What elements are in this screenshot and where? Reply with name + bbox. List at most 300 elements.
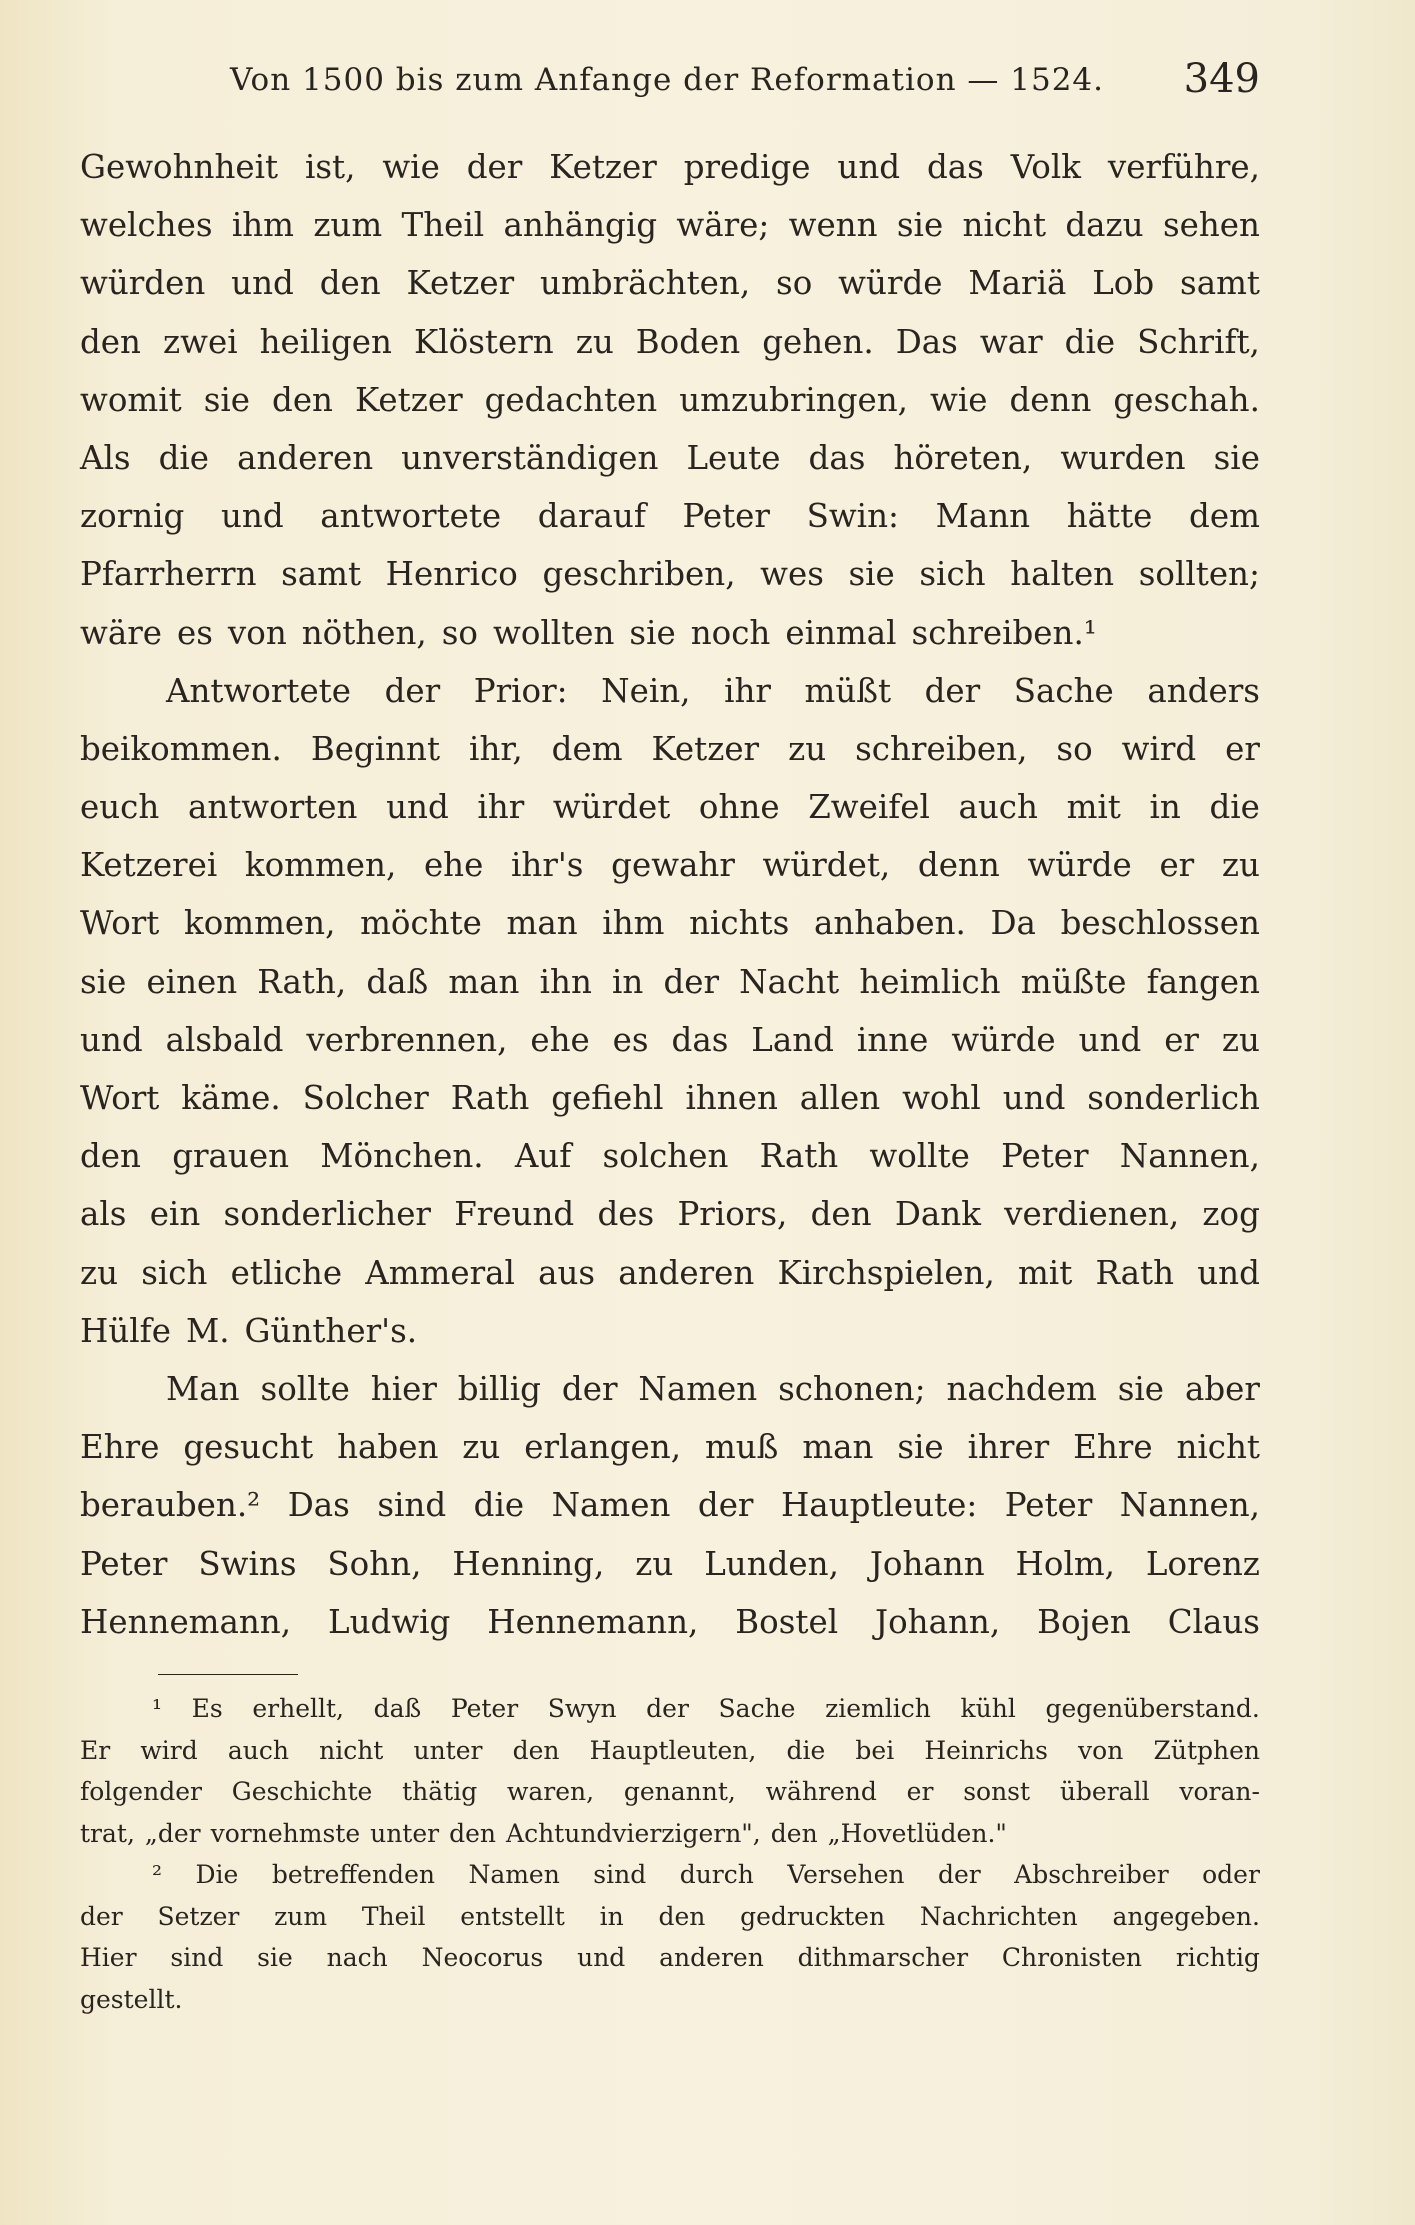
word: wie (930, 380, 988, 419)
word: würde (951, 1020, 1056, 1059)
word: Lorenz (1145, 1544, 1260, 1583)
word: Theil (361, 1901, 426, 1931)
word: Rath (759, 1137, 839, 1176)
text-line (80, 1302, 1260, 1360)
word: sie (257, 1943, 293, 1972)
word: würden (80, 264, 206, 303)
word: ihn (539, 962, 592, 1001)
text-line (80, 604, 1260, 662)
word: gedruckten (740, 1901, 886, 1931)
word: nicht (319, 1735, 384, 1765)
word: Setzer (157, 1901, 240, 1931)
word: Henning, (452, 1544, 605, 1583)
word: umbrächten, (540, 264, 751, 303)
word: samt (1180, 264, 1260, 303)
word: sollten; (1138, 555, 1260, 594)
word: gehen. (762, 322, 874, 361)
word: Es (191, 1694, 223, 1723)
word: Nannen, (1119, 1486, 1260, 1525)
word: gesucht (183, 1428, 314, 1467)
word: Claus (1167, 1602, 1260, 1641)
word: der (937, 1860, 981, 1889)
word: Peter (80, 1544, 168, 1583)
word: wohl (902, 1079, 981, 1117)
word: Kirchspielen, (777, 1253, 995, 1292)
word: er (1225, 729, 1260, 768)
word: in (612, 962, 644, 1001)
word: sich (141, 1253, 208, 1292)
word: Rath, (257, 962, 347, 1001)
text-line (80, 487, 1260, 545)
word: erlangen, (524, 1428, 682, 1467)
word: Da (990, 904, 1036, 943)
word: grauen (172, 1137, 290, 1176)
text-line (80, 1127, 1260, 1185)
word: die (158, 438, 210, 477)
word: ehe (423, 846, 484, 885)
word: kühl (960, 1694, 1016, 1723)
word: sie (203, 380, 250, 419)
word: kommen, (244, 846, 397, 885)
footnote-line (80, 1730, 1260, 1772)
word: Ketzer (549, 148, 657, 186)
text-line (80, 313, 1260, 371)
word: war (979, 322, 1043, 361)
word: ein (149, 1195, 201, 1234)
word: gewahr (611, 846, 735, 885)
word: zu (635, 1544, 674, 1583)
word: mit (1066, 788, 1121, 827)
word: Peter (1001, 1137, 1089, 1176)
word: Die (195, 1860, 239, 1889)
word: höreten, (893, 438, 1033, 477)
word: nicht (962, 206, 1047, 245)
footnote-rule (158, 1674, 298, 1675)
word: so (776, 264, 813, 303)
word: müßte (1020, 962, 1127, 1001)
word: sind (593, 1860, 647, 1889)
word: Sohn, (327, 1544, 422, 1583)
word: während (765, 1777, 877, 1806)
word: Versehen (787, 1860, 905, 1889)
word: und (1197, 1253, 1260, 1292)
word: die (1209, 788, 1260, 827)
word: Freund (454, 1195, 575, 1234)
word: Ketzer (406, 264, 515, 303)
word: ehe (530, 1020, 590, 1059)
word: Mann (935, 497, 1031, 536)
word: heimlich (859, 962, 1001, 1001)
word: das (671, 1020, 729, 1059)
word: Er (80, 1735, 111, 1765)
word: den (80, 1137, 141, 1176)
word: gedachten (484, 380, 658, 419)
word: womit (80, 380, 182, 419)
word: der (561, 1369, 618, 1408)
word: Swyn (547, 1694, 617, 1723)
text-line (80, 1011, 1260, 1069)
word: zu (575, 322, 614, 361)
text-line (80, 1185, 1260, 1243)
word: trat, (80, 1818, 135, 1848)
word: Land (751, 1020, 834, 1059)
word: sollte (260, 1369, 350, 1408)
word: zu (462, 1428, 501, 1467)
word: die (1064, 322, 1116, 361)
text-line (80, 953, 1260, 1011)
word: den (80, 322, 141, 361)
word: zu (788, 729, 827, 768)
word: Ehre (1073, 1428, 1153, 1467)
word: überall (1059, 1777, 1150, 1806)
word: zog (1202, 1195, 1260, 1234)
word: Nein, (601, 671, 691, 710)
text-line (80, 1593, 1260, 1651)
word: sie (897, 1428, 944, 1467)
text-line (80, 1535, 1260, 1593)
word: schreiben.¹ (911, 613, 1097, 652)
word: sich (919, 555, 986, 594)
word: Rath (1095, 1253, 1175, 1292)
word: auch (958, 788, 1038, 827)
word: einmal (785, 613, 897, 652)
word: genannt, (623, 1777, 736, 1806)
text-line (80, 778, 1260, 836)
word: folgender (80, 1777, 202, 1806)
word: unter (370, 1818, 440, 1848)
word: würde (1027, 846, 1132, 885)
word: euch (80, 788, 160, 827)
word: dem (1189, 497, 1260, 536)
word: er (1159, 846, 1195, 885)
word: gestellt. (80, 1984, 183, 2014)
word: Heinrichs (924, 1735, 1048, 1765)
word: Das (287, 1486, 350, 1525)
word: sonst (963, 1777, 1031, 1806)
word: käme. (181, 1079, 281, 1117)
word: anders (1147, 671, 1260, 710)
word: in (599, 1901, 624, 1931)
word: daß (373, 1694, 422, 1723)
word: vornehmste (210, 1818, 361, 1848)
word: verführe, (1107, 148, 1260, 186)
word: Volk (1010, 148, 1081, 186)
word: Dank (894, 1195, 981, 1234)
word: voran- (1179, 1777, 1260, 1806)
word: schonen; (778, 1369, 926, 1408)
text-line (80, 196, 1260, 254)
text-line (80, 1476, 1260, 1534)
word: der (80, 1901, 123, 1931)
word: wie (382, 148, 440, 186)
footnotes (80, 1688, 1260, 2020)
text-line (80, 1244, 1260, 1302)
word: Bojen (1037, 1602, 1131, 1641)
word: Swins (198, 1544, 297, 1583)
word: betreffenden (271, 1860, 435, 1889)
word: Schrift, (1137, 322, 1260, 361)
word: zwei (163, 322, 238, 361)
word: ² (152, 1860, 163, 1889)
word: sie (1117, 1369, 1165, 1408)
word: sie (629, 613, 676, 652)
word: das (808, 438, 866, 477)
word: möchte (360, 904, 482, 943)
word: sie (848, 555, 895, 594)
word: wird (1121, 729, 1197, 768)
word: nichts (689, 904, 790, 943)
word: Ludwig (328, 1602, 451, 1641)
word: den (770, 1818, 818, 1848)
word: etliche (230, 1253, 343, 1292)
word: Geschichte (231, 1777, 373, 1806)
word: die (473, 1486, 525, 1525)
word: Nachrichten (919, 1901, 1078, 1931)
word: berauben.² (80, 1486, 261, 1525)
word: predige (683, 148, 811, 186)
word: Priors, (677, 1195, 788, 1234)
word: es (612, 1020, 649, 1059)
word: anderen (618, 1253, 755, 1292)
footnote-line (80, 1896, 1260, 1938)
word: nach (326, 1943, 388, 1972)
word: daß (366, 962, 429, 1001)
word: von (1078, 1735, 1124, 1765)
word: solchen (602, 1137, 729, 1176)
word: Namen (468, 1860, 560, 1889)
word: dazu (1065, 206, 1144, 245)
word: nachdem (946, 1369, 1097, 1408)
word: anderen (659, 1943, 764, 1972)
footnote-line (80, 1979, 1260, 2021)
word: und (837, 148, 901, 186)
word: allen (799, 1079, 881, 1117)
word: unverständigen (401, 438, 659, 477)
word: Hier (80, 1943, 137, 1972)
text-line (80, 836, 1260, 894)
word: wes (760, 555, 824, 594)
word: zu (80, 1253, 119, 1292)
word: sie (896, 206, 944, 245)
word: Hennemann, (80, 1602, 292, 1641)
word: der (646, 1694, 689, 1723)
word: Rath (450, 1079, 530, 1117)
word: richtig (1175, 1943, 1260, 1972)
word: Abschreiber (1014, 1860, 1169, 1889)
word: und (1002, 1079, 1066, 1117)
text-line (80, 720, 1260, 778)
body-text (80, 138, 1260, 1651)
word: geschah. (1113, 380, 1260, 419)
word: den (272, 380, 333, 419)
word: Ammeral (365, 1253, 515, 1292)
word: durch (679, 1860, 754, 1889)
word: wäre; (676, 206, 770, 245)
word: antworten (187, 788, 358, 827)
word: sie (1213, 438, 1260, 477)
word: Wort (80, 1079, 160, 1117)
word: beschlossen (1060, 904, 1260, 943)
word: Hauptleuten, (589, 1735, 757, 1765)
word: würde (838, 264, 943, 303)
word: entstellt (460, 1901, 565, 1931)
word: Das (895, 322, 958, 361)
word: erhellt, (252, 1694, 345, 1723)
word: beikommen. (80, 729, 282, 768)
text-line (80, 138, 1260, 196)
text-line (80, 662, 1260, 720)
word: zu (1221, 1020, 1260, 1059)
word: so (441, 613, 478, 652)
word: ihm (231, 206, 294, 245)
word: Solcher (302, 1079, 429, 1117)
footnote-line (80, 1771, 1260, 1813)
word: aus (538, 1253, 596, 1292)
word: geschriben, (542, 555, 736, 594)
word: Auf (514, 1137, 572, 1176)
word: Neocorus (421, 1943, 544, 1972)
word: ziemlich (825, 1694, 931, 1723)
word: es (176, 613, 213, 652)
word: und (386, 788, 449, 827)
word: der (663, 962, 720, 1001)
word: heiligen (259, 322, 392, 361)
word: des (597, 1195, 655, 1234)
word: ihr (724, 671, 771, 710)
word: hätte (1066, 497, 1153, 536)
word: ¹ (152, 1694, 163, 1723)
text-line (80, 429, 1260, 487)
page-number: 349 (1183, 56, 1260, 102)
word: Hülfe (80, 1311, 171, 1350)
word: der (384, 671, 441, 710)
word: und (231, 264, 294, 303)
page-header (80, 56, 1260, 116)
word: Peter (1004, 1486, 1093, 1525)
word: muß (704, 1428, 779, 1467)
word: gefiehl (551, 1079, 664, 1117)
footnote-line (80, 1688, 1260, 1730)
word: den (512, 1735, 560, 1765)
word: Nannen, (1119, 1137, 1260, 1176)
word: und (80, 1020, 143, 1059)
word: ihnen (685, 1079, 778, 1117)
word: er (1164, 1020, 1199, 1059)
text-line (80, 1418, 1260, 1476)
word: der (466, 148, 523, 186)
word: anderen (237, 438, 374, 477)
word: wurden (1060, 438, 1186, 477)
word: oder (1202, 1860, 1260, 1889)
word: M. (185, 1311, 230, 1350)
word: ihrer (967, 1428, 1050, 1467)
word: zum (313, 206, 383, 245)
word: inne (856, 1020, 929, 1059)
word: Leute (686, 438, 781, 477)
word: aber (1184, 1369, 1260, 1408)
word: würdet (552, 788, 671, 827)
text-line (80, 1360, 1260, 1418)
word: einen (146, 962, 238, 1001)
word: wollten (493, 613, 615, 652)
word: von (227, 613, 287, 652)
word: Pfarrherrn (80, 555, 257, 594)
word: man (448, 962, 520, 1001)
word: dem (551, 729, 623, 768)
word: alsbald (165, 1020, 284, 1059)
word: und (220, 497, 284, 536)
word: Peter (682, 497, 770, 536)
word: Nacht (739, 962, 840, 1001)
word: Namen (638, 1369, 758, 1408)
word: und (577, 1943, 626, 1972)
word: Antwortete (166, 671, 351, 710)
word: sie (80, 962, 127, 1001)
word: den (658, 1901, 706, 1931)
word: Ketzerei (80, 846, 218, 885)
word: als (80, 1195, 127, 1234)
word: nicht (1176, 1428, 1260, 1467)
word: Beginnt (310, 729, 441, 768)
text-line (80, 894, 1260, 952)
word: den (319, 264, 381, 303)
word: haben (337, 1428, 439, 1467)
word: Günther's. (244, 1311, 418, 1350)
word: welches (80, 206, 213, 245)
word: Ehre (80, 1428, 160, 1467)
word: wenn (788, 206, 878, 245)
word: das (927, 148, 984, 186)
word: man (802, 1428, 874, 1467)
word: dithmarscher (797, 1943, 969, 1972)
word: ihr's (511, 846, 584, 885)
word: fangen (1146, 962, 1260, 1001)
text-line (80, 1069, 1260, 1127)
word: Prior: (473, 671, 568, 710)
word: nöthen, (301, 613, 427, 652)
word: die (786, 1735, 826, 1765)
word: Peter (450, 1694, 519, 1723)
word: „der (144, 1818, 201, 1848)
word: verdienen, (1004, 1195, 1180, 1234)
text-line (80, 254, 1260, 312)
word: Lob (1092, 264, 1155, 303)
word: ihm (602, 904, 665, 943)
word: man (506, 904, 578, 943)
word: gegenüberstand. (1045, 1694, 1260, 1723)
word: zum (274, 1901, 328, 1931)
word: Hauptleute: (780, 1486, 978, 1525)
text-line (80, 371, 1260, 429)
word: Theil (401, 206, 485, 245)
word: antwortete (320, 497, 502, 536)
word: Gewohnheit (80, 148, 279, 186)
word: den (810, 1195, 872, 1234)
word: „Hovetlüden." (827, 1818, 1007, 1848)
word: unter (413, 1735, 483, 1765)
word: in (1149, 788, 1181, 827)
word: Henrico (385, 555, 518, 594)
word: hier (370, 1369, 437, 1408)
word: Namen (551, 1486, 671, 1525)
word: Sache (718, 1694, 796, 1723)
word: Hennemann, (487, 1602, 699, 1641)
word: billig (457, 1369, 541, 1408)
word: waren, (507, 1777, 595, 1806)
word: Ketzer (355, 380, 463, 419)
word: ihr, (469, 729, 523, 768)
running-head: Von 1500 bis zum Anfange der Reformation — 1524. (230, 62, 1104, 98)
